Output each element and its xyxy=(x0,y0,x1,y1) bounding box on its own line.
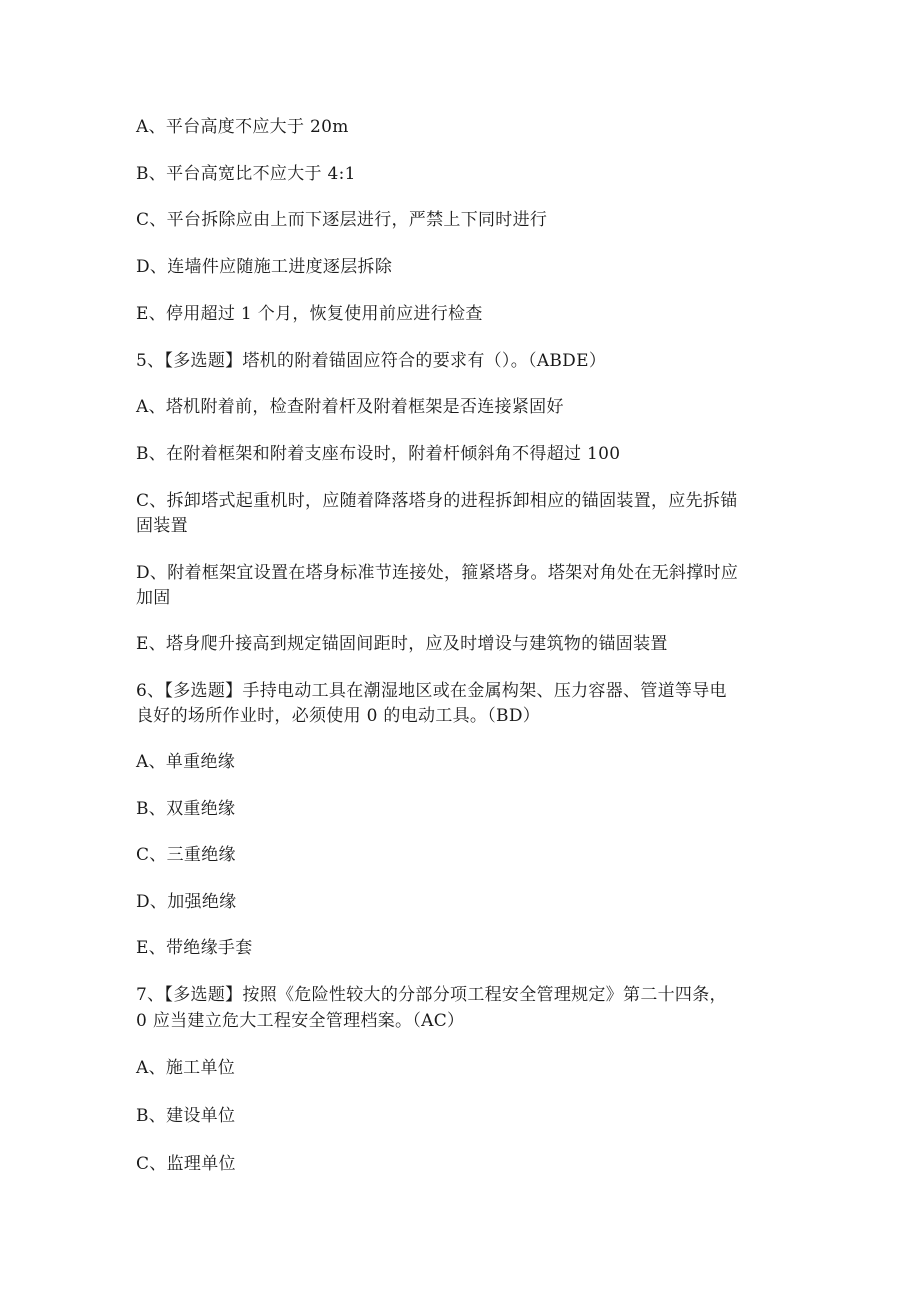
option-e-inspection: E、停用超过 1 个月，恢复使用前应进行检查 xyxy=(136,304,483,324)
q7-option-b: B、建设单位 xyxy=(136,1106,236,1126)
question-5-title: 5、【多选题】塔机的附着锚固应符合的要求有（）。（ABDE） xyxy=(136,351,607,371)
question-7-title-line2: 0 应当建立危大工程安全管理档案。（AC） xyxy=(136,1011,465,1031)
q6-option-c: C、三重绝缘 xyxy=(136,845,236,865)
q5-option-c-line1: C、拆卸塔式起重机时，应随着降落塔身的进程拆卸相应的锚固装置，应先拆锚 xyxy=(136,491,738,511)
question-7-title-line1: 7、【多选题】按照《危险性较大的分部分项工程安全管理规定》第二十四条， xyxy=(136,985,727,1005)
q5-option-d-line1: D、附着框架宜设置在塔身标准节连接处，箍紧塔身。塔架对角处在无斜撑时应 xyxy=(136,563,739,583)
question-6-title-line2: 良好的场所作业时，必须使用 0 的电动工具。（BD） xyxy=(136,706,541,726)
q7-option-c: C、监理单位 xyxy=(136,1154,236,1174)
q5-option-b: B、在附着框架和附着支座布设时，附着杆倾斜角不得超过 100 xyxy=(136,444,621,464)
q6-option-b: B、双重绝缘 xyxy=(136,799,236,819)
q5-option-c-line2: 固装置 xyxy=(136,516,188,536)
q5-option-d-line2: 加固 xyxy=(136,588,171,608)
q5-option-e: E、塔身爬升接高到规定锚固间距时，应及时增设与建筑物的锚固装置 xyxy=(136,634,668,654)
q6-option-d: D、加强绝缘 xyxy=(136,892,237,912)
q6-option-e: E、带绝缘手套 xyxy=(136,938,253,958)
option-c-platform-dismantle: C、平台拆除应由上而下逐层进行，严禁上下同时进行 xyxy=(136,210,548,230)
option-b-platform-ratio: B、平台高宽比不应大于 4:1 xyxy=(136,164,356,184)
question-6-title-line1: 6、【多选题】手持电动工具在潮湿地区或在金属构架、压力容器、管道等导电 xyxy=(136,681,727,701)
q5-option-a: A、塔机附着前，检查附着杆及附着框架是否连接紧固好 xyxy=(136,397,564,417)
option-d-wall-ties: D、连墙件应随施工进度逐层拆除 xyxy=(136,257,393,277)
q7-option-a: A、施工单位 xyxy=(136,1058,236,1078)
option-a-platform-height: A、平台高度不应大于 20m xyxy=(136,117,349,137)
q6-option-a: A、单重绝缘 xyxy=(136,752,236,772)
